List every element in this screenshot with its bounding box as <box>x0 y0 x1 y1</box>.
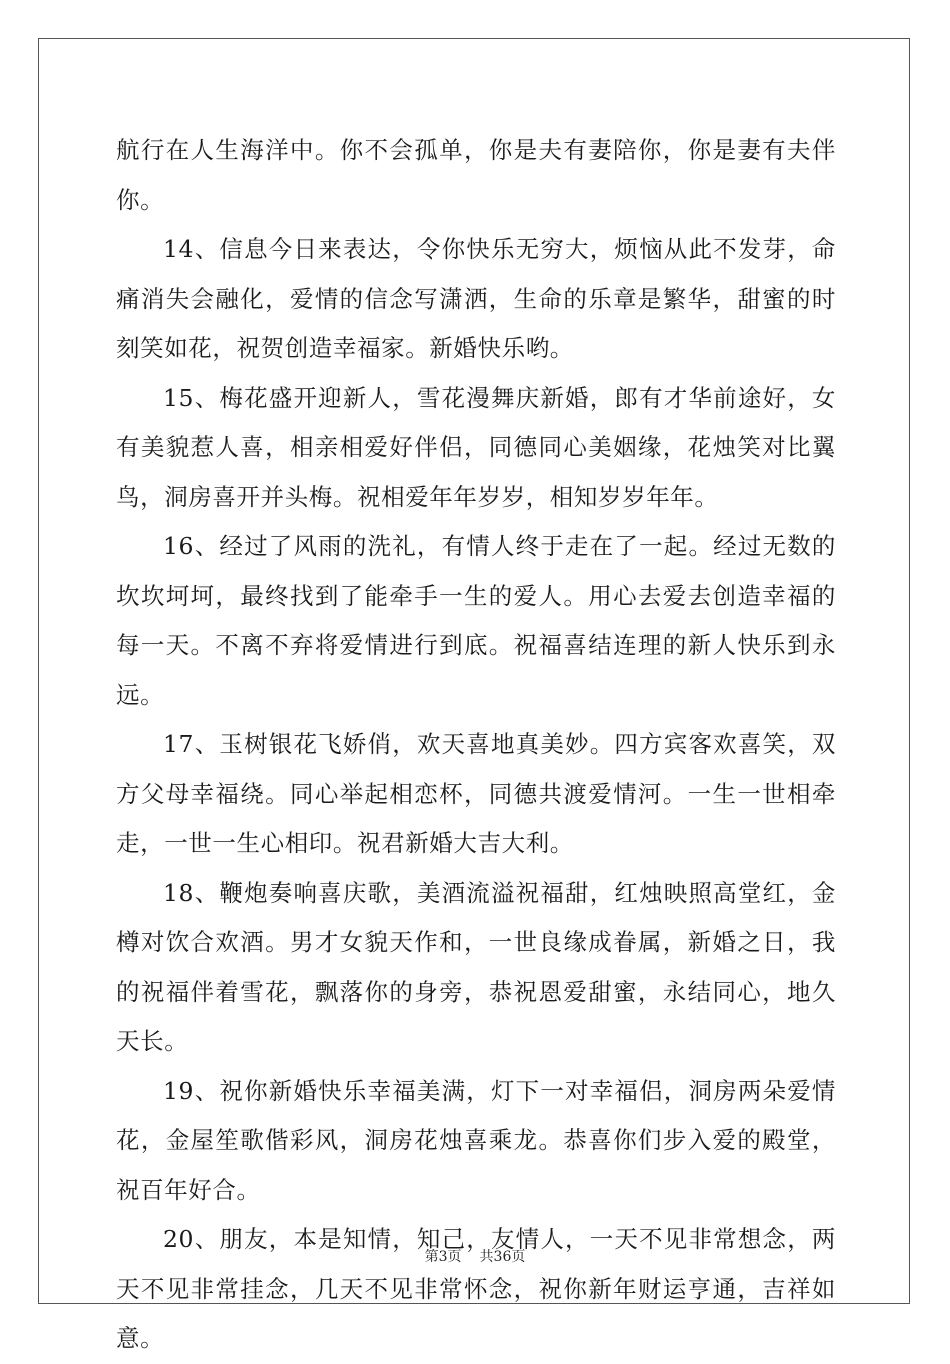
page-number: 第3页 <box>424 1249 462 1265</box>
paragraph: 16、经过了风雨的洗礼，有情人终于走在了一起。经过无数的坎坎坷坷，最终找到了能牵手一生的爱人。用心去爱去创造幸福的每一天。不离不弃将爱情进行到底。祝福喜结连理的新人快乐到永远。 <box>116 532 836 709</box>
paragraph: 航行在人生海洋中。你不会孤单，你是夫有妻陪你，你是妻有夫伴你。 <box>116 136 836 214</box>
paragraph: 19、祝你新婚快乐幸福美满，灯下一对幸福侣，洞房两朵爱情花，金屋笙歌偕彩风，洞房花烛喜乘龙。恭喜你们步入爱的殿堂，祝百年好合。 <box>116 1076 836 1204</box>
paragraph: 18、鞭炮奏响喜庆歌，美酒流溢祝福甜，红烛映照高堂红，金樽对饮合欢酒。男才女貌天作和，一世良缘成眷属，新婚之日，我的祝福伴着雪花，飘落你的身旁，恭祝恩爱甜蜜，永结同心，地久天长。 <box>116 878 836 1055</box>
paragraph: 15、梅花盛开迎新人，雪花漫舞庆新婚，郎有才华前途好，女有美貌惹人喜，相亲相爱好伴侣，同德同心美姻缘，花烛笑对比翼鸟，洞房喜开并头梅。祝相爱年年岁岁，相知岁岁年年。 <box>116 383 836 511</box>
paragraph: 17、玉树银花飞娇俏，欢天喜地真美妙。四方宾客欢喜笑，双方父母幸福绕。同心举起相恋杯，同德共渡爱情河。一生一世相牵走，一世一生心相印。祝君新婚大吉大利。 <box>116 730 836 857</box>
document-body <box>116 126 836 1364</box>
page-total: 共36页 <box>479 1249 526 1265</box>
paragraph: 20、朋友，本是知情，知己，友情人，一天不见非常想念，两天不见非常挂念，几天不见非常怀念，祝你新年财运亨通，吉祥如意。 <box>116 1225 836 1352</box>
page-footer <box>0 1246 950 1266</box>
paragraph: 14、信息今日来表达，令你快乐无穷大，烦恼从此不发芽，命痛消失会融化，爱情的信念写潇洒，生命的乐章是繁华，甜蜜的时刻笑如花，祝贺创造幸福家。新婚快乐哟。 <box>116 235 836 362</box>
